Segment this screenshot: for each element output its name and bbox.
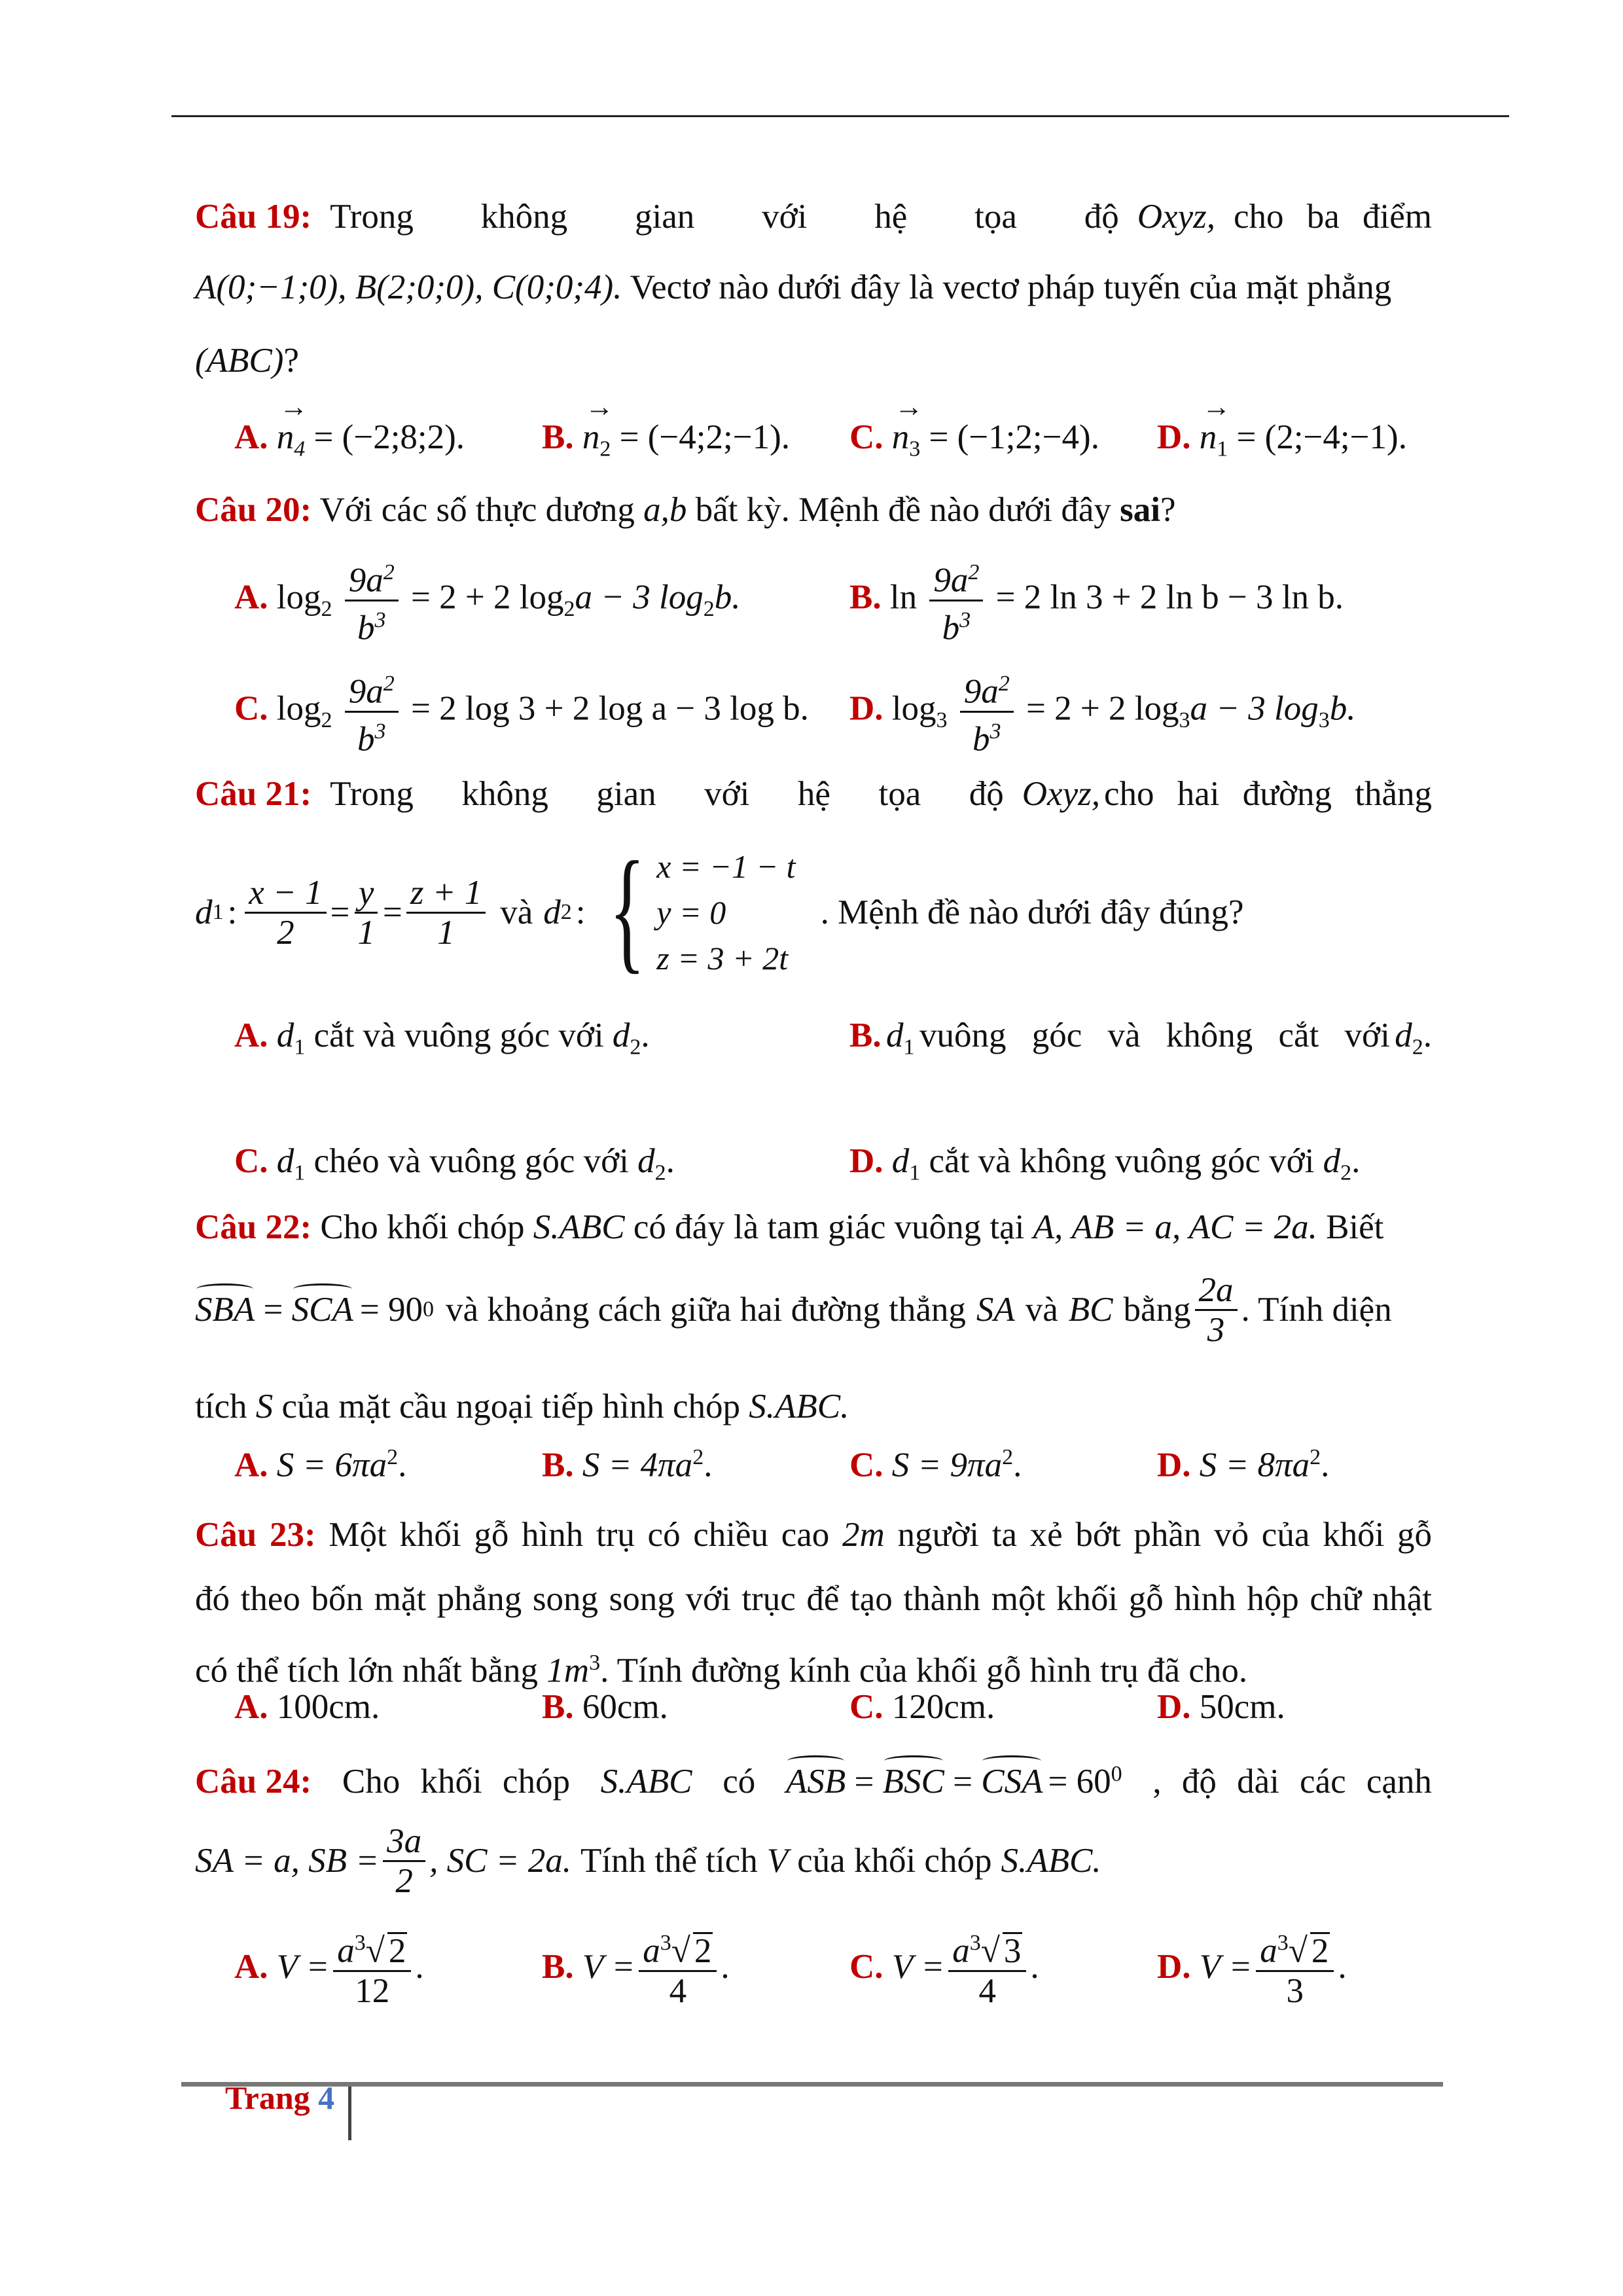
question-20 <box>195 488 1432 531</box>
q20-d-fraction <box>960 665 1014 758</box>
q20-option-d[interactable] <box>849 665 1356 758</box>
page-footer <box>225 2079 334 2117</box>
q24-c-sup: 3 <box>969 1931 981 1955</box>
q24-sabc2: S.ABC. <box>1001 1842 1101 1880</box>
q24-v: V <box>766 1842 789 1880</box>
q20-options-row2 <box>195 665 1432 757</box>
q21-b-d1: d <box>886 1016 904 1054</box>
q19-option-b-label: B. <box>542 418 574 456</box>
q21-option-b[interactable]: B. $d_1$ vuông góc và không cắt với $d_2$. <box>849 1016 1432 1060</box>
q23-b-label: B. <box>542 1688 574 1726</box>
q24-sabc: S.ABC <box>600 1763 692 1801</box>
d1-sub: 1 <box>212 900 224 924</box>
q23-line1 <box>195 1503 1432 1567</box>
q21-option-c[interactable]: C. $d_1$ chéo và vuông góc với $d_2$. <box>234 1142 675 1185</box>
q21-a-label: A. <box>234 1016 268 1054</box>
q20-b-post: = 2 ln 3 + 2 ln b − 3 ln b. <box>995 578 1344 617</box>
q19-b-sub: 2 <box>599 437 611 461</box>
q21-c-text: chéo và vuông góc với <box>313 1142 629 1180</box>
q24-b-den: 4 <box>669 1971 687 2010</box>
header-rule <box>171 115 1509 117</box>
q21-a-text: cắt và vuông góc với <box>313 1016 604 1054</box>
q21-line1-tail: cho hai đường thẳng <box>1103 775 1432 813</box>
frac-den: b <box>357 720 375 759</box>
q22-line2: SBA = SCA = 90 0 và khoảng cách giữa hai đường thẳng SA và BC bằng $\frac{2a}{3}$ . Tính diện <box>195 1270 1392 1349</box>
q20-d-post2: a − 3 log <box>1190 689 1319 728</box>
frac-den: b <box>357 609 375 647</box>
frac-num: 9a <box>348 672 383 711</box>
q24-c-den: 4 <box>978 1971 997 2010</box>
q24-c-label: C. <box>849 1948 883 1986</box>
q24-option-a[interactable]: A. V = $\frac{a^3√ 2}{12}$ . <box>234 1924 424 2010</box>
q24-option-d[interactable]: D. V = $\frac{a^3√ 2}{3}$ . <box>1157 1924 1347 2010</box>
q23-a-value: 100cm. <box>276 1688 380 1726</box>
q24-frac-den: 2 <box>395 1861 413 1900</box>
frac-den: b <box>972 720 990 759</box>
q23-option-b[interactable] <box>542 1687 668 1727</box>
d2-system: { x = −1 − t y = 0 z = 3 + 2t <box>609 834 796 986</box>
q19-c-sub: 3 <box>909 437 921 461</box>
q21-d-d1sub: 1 <box>909 1160 921 1185</box>
angle-bsc: BSC <box>882 1763 944 1801</box>
q20-a-fraction <box>345 554 399 647</box>
d1-frac-z <box>406 874 486 952</box>
q23-l1b: người ta xẻ bớt phần vỏ của khối gỗ <box>897 1516 1433 1554</box>
frac-num-sup: 2 <box>383 560 395 584</box>
q22-option-c[interactable]: C. $S = 9\pi a^2$. <box>849 1445 1022 1484</box>
q21-b-d2sub: 2 <box>1412 1035 1423 1060</box>
q19-option-b[interactable] <box>542 418 790 462</box>
q24-b-frac: $\frac{a^3√ 2}{4}$ <box>639 1924 717 2010</box>
q22-deg: 0 <box>423 1297 435 1321</box>
q19-option-c-label: C. <box>849 418 883 456</box>
q22-line3 <box>195 1385 1432 1428</box>
q19-a-value: = (−2;8;2). <box>313 418 465 456</box>
q21-c-label: C. <box>234 1142 268 1180</box>
q23-l1a: Một khối gỗ hình trụ có chiều cao <box>329 1516 830 1554</box>
q24-line2 <box>195 1818 1432 1903</box>
q19-label: Câu 19: <box>195 198 312 236</box>
q21-c-d2: d <box>637 1142 655 1180</box>
q21-a-d1: d <box>276 1016 294 1054</box>
q23-d-label: D. <box>1157 1688 1191 1726</box>
q24-a-root: 2 <box>388 1931 406 1970</box>
frac-num: 9a <box>933 561 969 600</box>
q21-equations: d 1 : $\frac{x - 1}{2}$ = $\frac{y}{1}$ = $\frac{z + 1}{1}$ và d 2 : { x = −1 − t y = 0 z = 3 + 2t . Mệnh đề nào dưới đây đúng? <box>195 834 1244 986</box>
q22-b-value: S = 4πa <box>582 1446 693 1484</box>
d2-sub: 2 <box>560 900 572 924</box>
q19-line2 <box>195 266 1432 309</box>
q19-line1 <box>195 195 1432 238</box>
q24-sb-frac <box>383 1822 425 1900</box>
q21-line1-text: Trong không gian với hệ tọa độ <box>330 775 1004 813</box>
q24-d-label: D. <box>1157 1948 1191 1986</box>
q22-c-value: S = 9πa <box>891 1446 1003 1484</box>
q21-line1 <box>195 772 1432 816</box>
vector-n1: → n <box>1200 418 1217 457</box>
question-23 <box>195 1503 1432 1703</box>
d1-fz-den: 1 <box>437 913 455 952</box>
q24-sa-sb: SA = a, SB = <box>195 1842 380 1880</box>
q20-c-pre: log <box>276 689 321 728</box>
q19-line1-text: Trong không gian với hệ tọa độ <box>330 198 1119 236</box>
q20-a-post3: b. <box>714 578 741 617</box>
d1-fz-num: z + 1 <box>406 874 486 914</box>
frac-num-sup: 2 <box>998 672 1010 696</box>
frac-num-sup: 2 <box>968 560 980 584</box>
q22-a-label: A. <box>234 1446 268 1484</box>
q24-a-frac: $\frac{a^3√ 2}{12}$ <box>333 1924 411 2010</box>
vector-n3: → n <box>892 418 910 457</box>
q24-option-c[interactable]: C. V = $\frac{a^3√ 3}{4}$ . <box>849 1924 1039 2010</box>
frac-den-sup: 3 <box>990 719 1001 744</box>
q21-c-d1sub: 1 <box>294 1160 306 1185</box>
q22-l1c: Biết <box>1326 1208 1384 1246</box>
q24-l2b: của khối chóp <box>797 1842 992 1880</box>
q22-frac-den: 3 <box>1207 1310 1225 1349</box>
q20-a-post: = 2 + 2 log <box>411 578 564 617</box>
q20-d-pre: log <box>891 689 936 728</box>
q20-d-presub: 3 <box>936 708 948 732</box>
q21-b-text: vuông góc và không cắt với <box>919 1016 1390 1054</box>
q22-sabc: S.ABC <box>533 1208 625 1246</box>
q22-bc: BC <box>1068 1291 1113 1329</box>
q22-option-a[interactable]: A. $S = 6\pi a^2$. <box>234 1445 407 1484</box>
angle-csa: CSA <box>981 1763 1043 1801</box>
question-24: Câu 24: Cho khối chóp S.ABC có ASB = BSC = CSA = $60^0$ , độ dài các cạnh <box>195 1761 1432 1801</box>
q22-c-label: C. <box>849 1446 883 1484</box>
q21-a-d2sub: 2 <box>630 1035 641 1060</box>
q24-b-sup: 3 <box>660 1931 671 1955</box>
q20-end: ? <box>1160 491 1176 529</box>
q21-c-d1: d <box>276 1142 294 1180</box>
angle-asb: ASB <box>785 1763 846 1801</box>
q21-b-d2: d <box>1395 1016 1412 1054</box>
q24-l1a: Cho khối chóp <box>342 1763 570 1801</box>
q22-d-label: D. <box>1157 1446 1191 1484</box>
q20-option-c-label: C. <box>234 689 268 728</box>
q23-label: Câu 23: <box>195 1516 316 1554</box>
q19-points: A(0;−1;0), B(2;0;0), C(0;0;4). <box>195 268 622 306</box>
q24-deg: 0 <box>1111 1761 1122 1786</box>
q22-l1a: Cho khối chóp <box>320 1208 525 1246</box>
q23-b-value: 60cm. <box>582 1688 668 1726</box>
footer-divider <box>348 2087 351 2140</box>
q20-a-pre: log <box>276 578 321 617</box>
q20-a-presub: 2 <box>321 596 332 621</box>
q23-options <box>195 1687 1432 1733</box>
q19-line1-tail: cho ba điểm <box>1233 198 1432 236</box>
q21-options-row1 <box>195 1016 1432 1062</box>
q20-d-sub2: 3 <box>1318 708 1330 732</box>
q22-options <box>195 1445 1432 1491</box>
q24-a-label: A. <box>234 1948 268 1986</box>
q22-label: Câu 22: <box>195 1208 312 1246</box>
q20-options-row1 <box>195 554 1432 645</box>
q19-option-d-label: D. <box>1157 418 1191 456</box>
q24-sc: , SC = 2a. <box>429 1842 571 1880</box>
q21-option-d[interactable]: D. $d_1$ cắt và không vuông góc với $d_2$. <box>849 1142 1361 1185</box>
question-21 <box>195 772 1432 816</box>
q22-sa: SA <box>976 1291 1015 1329</box>
q19-d-value: = (2;−4;−1). <box>1236 418 1407 456</box>
q19-option-a[interactable] <box>234 418 465 462</box>
q20-option-a-label: A. <box>234 578 268 617</box>
q21-d-text: cắt và không vuông góc với <box>929 1142 1315 1180</box>
q19-d-sub: 1 <box>1217 437 1228 461</box>
q20-text2: bất kỳ. Mệnh đề nào dưới đây <box>695 491 1111 529</box>
q24-b-root: 2 <box>694 1931 712 1970</box>
q21-option-a[interactable]: A. $d_1$ cắt và vuông góc với $d_2$. <box>234 1016 650 1060</box>
footer-label: Trang <box>225 2079 310 2116</box>
q21-b-d1sub: 1 <box>903 1035 915 1060</box>
q22-90: = 90 <box>359 1291 423 1329</box>
q23-a-label: A. <box>234 1688 268 1726</box>
q24-c-a: a <box>952 1931 970 1970</box>
q21-options-row2 <box>195 1141 1432 1187</box>
q22-option-b[interactable]: B. $S = 4\pi a^2$. <box>542 1445 713 1484</box>
q21-d-d2sub: 2 <box>1340 1160 1352 1185</box>
q22-l2b: và <box>1025 1291 1058 1329</box>
q24-d-a: a <box>1260 1931 1277 1970</box>
q20-d-sub1: 3 <box>1179 708 1190 732</box>
d1-fx-num: x − 1 <box>245 874 326 914</box>
q19-plane: (ABC) <box>195 342 284 380</box>
question-22 <box>195 1206 1432 1249</box>
q21-b-label: B. <box>849 1016 882 1054</box>
d2-eq-z: z = 3 + 2t <box>656 940 789 977</box>
q20-c-fraction <box>345 665 399 758</box>
q22-ab-ac: AB = a, AC = 2a. <box>1071 1208 1317 1246</box>
q20-option-b-label: B. <box>849 578 882 617</box>
q20-d-post3: b. <box>1329 689 1356 728</box>
frac-den-sup: 3 <box>374 607 386 632</box>
question-19 <box>195 195 1432 238</box>
q24-c-root: 3 <box>1003 1931 1022 1970</box>
q19-oxyz: Oxyz, <box>1137 198 1215 236</box>
q21-oxyz: Oxyz, <box>1022 775 1100 813</box>
q19-option-a-label: A. <box>234 418 268 456</box>
q24-d-frac: $\frac{a^3√ 2}{3}$ <box>1256 1924 1334 2010</box>
d1-symbol: d <box>195 893 213 931</box>
q22-l3b: của mặt cầu ngoại tiếp hình chóp <box>281 1388 741 1426</box>
q23-c-label: C. <box>849 1688 883 1726</box>
q20-option-d-label: D. <box>849 689 883 728</box>
q24-l1b: có <box>722 1763 756 1801</box>
frac-num: 9a <box>348 561 383 600</box>
q24-a-den: 12 <box>355 1971 390 2010</box>
q20-sai: sai <box>1120 491 1160 529</box>
q22-distance-frac <box>1195 1271 1238 1349</box>
q20-a-sub1: 2 <box>563 596 575 621</box>
frac-den-sup: 3 <box>374 719 386 744</box>
q19-line3 <box>195 339 1432 382</box>
d1-frac-x <box>245 874 326 952</box>
d1-frac-y <box>353 874 379 952</box>
q22-l2a: và khoảng cách giữa hai đường thẳng <box>446 1291 966 1329</box>
angle-sba: SBA <box>195 1291 255 1329</box>
q24-frac-num: 3a <box>383 1822 425 1862</box>
q23-cube: 3 <box>589 1651 601 1675</box>
q24-a-sup: 3 <box>354 1931 366 1955</box>
q22-l1b: có đáy là tam giác vuông tại <box>633 1208 1025 1246</box>
q22-a: A, <box>1033 1208 1063 1246</box>
q24-option-b[interactable]: B. V = $\frac{a^3√ 2}{4}$ . <box>542 1924 730 2010</box>
q23-line2: đó theo bốn mặt phẳng song song với trục để tạo thành một khối gỗ hình hộp chữ nhật <box>195 1580 1432 1618</box>
page-number: 4 <box>318 2079 335 2116</box>
frac-num: 9a <box>963 672 999 711</box>
q24-c-frac: $\frac{a^3√ 3}{4}$ <box>948 1924 1026 2010</box>
q21-d-label: D. <box>849 1142 883 1180</box>
frac-num-sup: 2 <box>383 672 395 696</box>
q20-c-post: = 2 log 3 + 2 log a − 3 log b. <box>411 689 809 728</box>
q24-b-label: B. <box>542 1948 574 1986</box>
q23-1m: 1m <box>546 1651 590 1690</box>
q19-qmark: ? <box>283 342 299 380</box>
q24-b-a: a <box>643 1931 660 1970</box>
q24-a-a: a <box>337 1931 355 1970</box>
q22-frac-num: 2a <box>1195 1271 1238 1311</box>
d1-fy-den: 1 <box>357 913 375 952</box>
q21-a-d1sub: 1 <box>294 1035 306 1060</box>
q23-c-value: 120cm. <box>891 1688 995 1726</box>
q20-label: Câu 20: <box>195 491 312 529</box>
q19-options <box>195 418 1432 463</box>
q23-l3a: có thể tích lớn nhất bằng <box>195 1651 539 1690</box>
q21-question: . Mệnh đề nào dưới đây đúng? <box>820 893 1244 931</box>
q24-d-den: 3 <box>1286 1971 1304 2010</box>
q24-60: = 60 <box>1048 1763 1111 1801</box>
q22-b-sup: 2 <box>692 1445 704 1469</box>
q20-c-presub: 2 <box>321 708 332 732</box>
q20-option-c[interactable] <box>234 665 809 758</box>
q20-option-b[interactable] <box>849 554 1344 647</box>
q22-b-label: B. <box>542 1446 574 1484</box>
d2-eq-y: y = 0 <box>656 894 726 931</box>
q20-vars: a,b <box>643 491 687 529</box>
q23-option-a[interactable] <box>234 1687 380 1727</box>
q22-l3a: tích <box>195 1388 247 1426</box>
d1-fy-num: y <box>355 874 378 914</box>
q22-sabc2: S.ABC. <box>749 1388 849 1426</box>
q22-a-sup: 2 <box>387 1445 399 1469</box>
q20-a-sub2: 2 <box>703 596 715 621</box>
d2-symbol: d <box>543 893 561 931</box>
d2-eq-x: x = −1 − t <box>656 848 796 885</box>
q22-d-sup: 2 <box>1310 1445 1321 1469</box>
q20-b-fraction <box>929 554 983 647</box>
q20-option-a[interactable] <box>234 554 741 647</box>
q20-b-pre: ln <box>889 578 918 617</box>
d1-fx-den: 2 <box>277 913 294 952</box>
q21-label: Câu 21: <box>195 775 312 813</box>
q19-a-sub: 4 <box>294 437 306 461</box>
q21-and: và <box>500 893 533 931</box>
q19-c-value: = (−1;2;−4). <box>929 418 1099 456</box>
q19-option-c[interactable] <box>849 418 1099 462</box>
q23-option-d[interactable] <box>1157 1687 1285 1727</box>
q21-d-d1: d <box>891 1142 910 1180</box>
q23-d-value: 50cm. <box>1199 1688 1285 1726</box>
q22-s: S <box>255 1388 274 1426</box>
q21-d-d2: d <box>1323 1142 1341 1180</box>
q23-option-c[interactable] <box>849 1687 995 1727</box>
angle-sca: SCA <box>291 1291 353 1329</box>
vector-n2: → n <box>582 418 600 457</box>
q23-l3b: . Tính đường kính của khối gỗ hình trụ đã cho. <box>600 1651 1248 1690</box>
q22-l2d: . Tính diện <box>1241 1291 1392 1329</box>
q22-l2c: bằng <box>1123 1291 1191 1329</box>
q24-options <box>195 1924 1432 2022</box>
footer-rule <box>181 2082 1443 2087</box>
q24-d-sup: 3 <box>1277 1931 1289 1955</box>
q20-a-post2: a − 3 log <box>575 578 704 617</box>
vector-n4: → n <box>277 418 294 457</box>
q19-option-d[interactable] <box>1157 418 1407 462</box>
q22-d-value: S = 8πa <box>1199 1446 1310 1484</box>
q22-c-sup: 2 <box>1002 1445 1014 1469</box>
q24-label: Câu 24: <box>195 1763 312 1801</box>
q19-line2-text: Vectơ nào dưới đây là vectơ pháp tuyến của mặt phẳng <box>630 268 1392 306</box>
frac-den: b <box>942 609 960 647</box>
q22-option-d[interactable]: D. $S = 8\pi a^2$. <box>1157 1445 1330 1484</box>
q19-b-value: = (−4;2;−1). <box>619 418 791 456</box>
q21-a-d2: d <box>612 1016 630 1054</box>
q24-d-root: 2 <box>1311 1931 1329 1970</box>
q21-c-d2sub: 2 <box>654 1160 666 1185</box>
frac-den-sup: 3 <box>959 607 971 632</box>
q20-text: Với các số thực dương <box>319 491 635 529</box>
q24-l1c: , độ dài các cạnh <box>1152 1763 1432 1801</box>
q24-l2a: Tính thể tích <box>580 1842 758 1880</box>
q23-2m: 2m <box>842 1516 885 1554</box>
q20-d-post: = 2 + 2 log <box>1026 689 1179 728</box>
q22-a-value: S = 6πa <box>276 1446 387 1484</box>
